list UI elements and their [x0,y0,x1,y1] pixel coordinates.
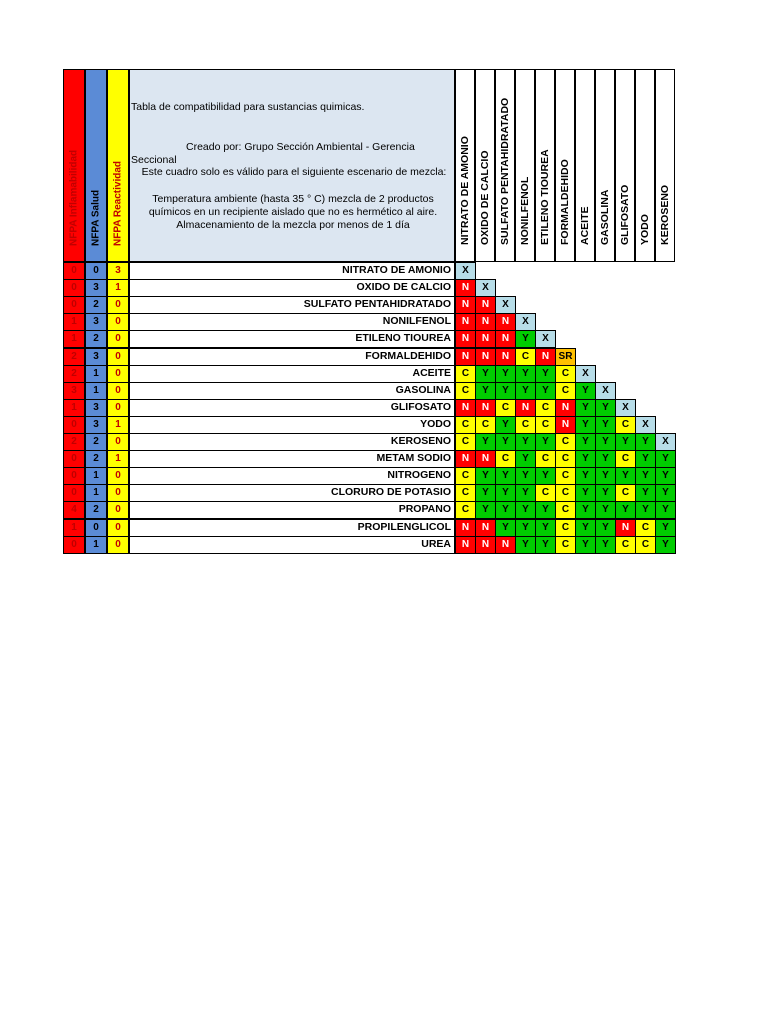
compat-cell-nonilfenol: X [515,313,536,331]
compat-cell-sulfato-pentahidratado: Y [495,365,516,383]
nfpa-value-nfpa-inflamabilidad: 0 [63,450,85,468]
nfpa-value-nfpa-salud: 1 [85,467,107,485]
compat-cell-nonilfenol: C [515,416,536,434]
row-label-propano: PROPANO [129,501,455,519]
compat-cell-oxido-de-calcio: N [475,313,496,331]
nfpa-value-nfpa-reactividad: 0 [107,433,129,451]
nfpa-value-nfpa-inflamabilidad: 2 [63,365,85,383]
nfpa-value-nfpa-reactividad: 1 [107,279,129,297]
compat-cell-nonilfenol: Y [515,484,536,502]
nfpa-header-nfpa-reactividad [107,69,129,262]
nfpa-value-nfpa-salud: 1 [85,382,107,400]
compat-cell-nitrato-de-amonio: C [455,365,476,383]
scope-line-3: Almacenamiento de la mezcla por menos de 1 día [176,219,410,231]
nfpa-value-nfpa-salud: 2 [85,433,107,451]
compat-cell-aceite: X [575,365,596,383]
compat-cell-nitrato-de-amonio: N [455,536,476,554]
compat-cell-etileno-tiourea: Y [535,382,556,400]
nfpa-value-nfpa-salud: 3 [85,348,107,366]
nfpa-value-nfpa-reactividad: 0 [107,399,129,417]
column-header-etileno-tiourea-label: ETILENO TIOUREA [539,149,551,245]
compat-cell-nonilfenol: Y [515,433,536,451]
compat-cell-oxido-de-calcio: N [475,450,496,468]
nfpa-value-nfpa-reactividad: 0 [107,519,129,537]
row-label-etileno-tiourea: ETILENO TIOUREA [129,330,455,348]
row-label-glifosato: GLIFOSATO [129,399,455,417]
nfpa-value-nfpa-reactividad: 0 [107,348,129,366]
compat-cell-oxido-de-calcio: Y [475,501,496,519]
compat-cell-formaldehido: N [555,399,576,417]
row-label-nitrato-de-amonio: NITRATO DE AMONIO [129,262,455,280]
row-label-metam-sodio: METAM SODIO [129,450,455,468]
compat-cell-oxido-de-calcio: N [475,330,496,348]
compat-cell-sulfato-pentahidratado: N [495,313,516,331]
compat-cell-formaldehido: C [555,467,576,485]
compat-cell-glifosato: Y [615,467,636,485]
column-header-gasolina [595,69,615,262]
nfpa-value-nfpa-reactividad: 3 [107,262,129,280]
compat-cell-gasolina: Y [595,536,616,554]
compat-cell-oxido-de-calcio: N [475,536,496,554]
compat-cell-sulfato-pentahidratado: N [495,536,516,554]
compat-cell-yodo: X [635,416,656,434]
compat-cell-gasolina: Y [595,519,616,537]
compat-cell-oxido-de-calcio: Y [475,365,496,383]
compat-cell-aceite: Y [575,519,596,537]
compat-cell-etileno-tiourea: Y [535,365,556,383]
compat-cell-nitrato-de-amonio: N [455,450,476,468]
column-header-nonilfenol [515,69,535,262]
compat-cell-formaldehido: SR [555,348,576,366]
nfpa-value-nfpa-inflamabilidad: 1 [63,399,85,417]
row-label-urea: UREA [129,536,455,554]
compat-cell-etileno-tiourea: N [535,348,556,366]
nfpa-header-nfpa-salud-label: NFPA Salud [90,189,102,246]
row-label-propilenglicol: PROPILENGLICOL [129,519,455,537]
nfpa-value-nfpa-inflamabilidad: 0 [63,536,85,554]
nfpa-header-nfpa-inflamabilidad [63,69,85,262]
compat-cell-gasolina: Y [595,467,616,485]
nfpa-header-nfpa-inflamabilidad-label: NFPA Inflamabilidad [68,149,80,246]
compat-cell-oxido-de-calcio: Y [475,484,496,502]
compat-cell-glifosato: C [615,450,636,468]
compat-cell-etileno-tiourea: Y [535,433,556,451]
compat-cell-oxido-de-calcio: N [475,348,496,366]
column-header-keroseno-label: KEROSENO [659,184,671,245]
compat-cell-nitrato-de-amonio: N [455,348,476,366]
compat-cell-nonilfenol: C [515,348,536,366]
row-label-oxido-de-calcio: OXIDO DE CALCIO [129,279,455,297]
nfpa-value-nfpa-reactividad: 0 [107,484,129,502]
nfpa-value-nfpa-salud: 3 [85,313,107,331]
column-header-yodo [635,69,655,262]
compat-cell-formaldehido: C [555,365,576,383]
compat-cell-formaldehido: C [555,536,576,554]
column-header-etileno-tiourea [535,69,555,262]
compat-cell-oxido-de-calcio: C [475,416,496,434]
compat-cell-sulfato-pentahidratado: Y [495,519,516,537]
nfpa-value-nfpa-inflamabilidad: 3 [63,382,85,400]
compat-cell-oxido-de-calcio: X [475,279,496,297]
compat-cell-sulfato-pentahidratado: N [495,330,516,348]
nfpa-value-nfpa-inflamabilidad: 0 [63,484,85,502]
compat-cell-keroseno: Y [655,467,676,485]
compat-cell-formaldehido: C [555,519,576,537]
compat-cell-oxido-de-calcio: Y [475,382,496,400]
compat-cell-aceite: Y [575,501,596,519]
nfpa-value-nfpa-inflamabilidad: 0 [63,416,85,434]
column-header-formaldehido-label: FORMALDEHIDO [559,159,571,245]
scope-line-2: Temperatura ambiente (hasta 35 ° C) mezcla de 2 productos químicos en un recipiente aislado que no es hermético al aire. [148,193,438,218]
compat-cell-nitrato-de-amonio: N [455,279,476,297]
compat-cell-etileno-tiourea: X [535,330,556,348]
nfpa-value-nfpa-inflamabilidad: 1 [63,519,85,537]
compat-cell-nitrato-de-amonio: N [455,399,476,417]
row-label-nonilfenol: NONILFENOL [129,313,455,331]
nfpa-header-nfpa-salud [85,69,107,262]
compat-cell-gasolina: Y [595,399,616,417]
column-header-glifosato [615,69,635,262]
column-header-glifosato-label: GLIFOSATO [619,184,631,245]
compat-cell-glifosato: C [615,536,636,554]
nfpa-value-nfpa-inflamabilidad: 1 [63,330,85,348]
compat-cell-nitrato-de-amonio: C [455,484,476,502]
table-author: Creado por: Grupo Sección Ambiental - Gerencia Seccional [131,141,415,166]
compat-cell-yodo: Y [635,501,656,519]
compat-cell-glifosato: Y [615,501,636,519]
nfpa-value-nfpa-salud: 3 [85,416,107,434]
column-header-formaldehido [555,69,575,262]
compat-cell-formaldehido: C [555,501,576,519]
nfpa-value-nfpa-reactividad: 0 [107,382,129,400]
row-label-nitrogeno: NITROGENO [129,467,455,485]
compat-cell-nonilfenol: Y [515,365,536,383]
compat-cell-yodo: Y [635,433,656,451]
column-header-oxido-de-calcio-label: OXIDO DE CALCIO [479,150,491,245]
compat-cell-aceite: Y [575,433,596,451]
compat-cell-aceite: Y [575,536,596,554]
nfpa-value-nfpa-reactividad: 0 [107,365,129,383]
compat-cell-sulfato-pentahidratado: Y [495,382,516,400]
nfpa-value-nfpa-reactividad: 0 [107,536,129,554]
compat-cell-nitrato-de-amonio: X [455,262,476,280]
row-label-gasolina: GASOLINA [129,382,455,400]
compat-cell-aceite: Y [575,484,596,502]
compat-cell-gasolina: Y [595,501,616,519]
compat-cell-yodo: Y [635,467,656,485]
nfpa-value-nfpa-inflamabilidad: 0 [63,467,85,485]
compat-cell-nitrato-de-amonio: N [455,313,476,331]
compat-cell-nitrato-de-amonio: C [455,382,476,400]
nfpa-value-nfpa-reactividad: 0 [107,330,129,348]
compat-cell-nonilfenol: Y [515,501,536,519]
compat-cell-sulfato-pentahidratado: C [495,450,516,468]
column-header-oxido-de-calcio [475,69,495,262]
compat-cell-nonilfenol: Y [515,382,536,400]
compat-cell-nitrato-de-amonio: N [455,330,476,348]
nfpa-header-nfpa-reactividad-label: NFPA Reactividad [112,160,124,246]
nfpa-value-nfpa-reactividad: 0 [107,313,129,331]
row-label-cloruro-de-potasio: CLORURO DE POTASIO [129,484,455,502]
compat-cell-nitrato-de-amonio: C [455,501,476,519]
compat-cell-gasolina: Y [595,433,616,451]
compat-cell-gasolina: X [595,382,616,400]
nfpa-value-nfpa-salud: 0 [85,519,107,537]
compat-cell-glifosato: X [615,399,636,417]
compat-cell-gasolina: Y [595,484,616,502]
compat-cell-yodo: C [635,536,656,554]
compat-cell-keroseno: Y [655,484,676,502]
compat-cell-oxido-de-calcio: Y [475,433,496,451]
nfpa-value-nfpa-salud: 3 [85,279,107,297]
compat-cell-etileno-tiourea: C [535,484,556,502]
compat-cell-keroseno: Y [655,450,676,468]
compat-cell-sulfato-pentahidratado: Y [495,416,516,434]
nfpa-value-nfpa-reactividad: 1 [107,450,129,468]
compat-cell-yodo: Y [635,484,656,502]
compat-cell-aceite: Y [575,467,596,485]
compat-cell-nonilfenol: Y [515,467,536,485]
compat-cell-yodo: C [635,519,656,537]
column-header-keroseno [655,69,675,262]
compat-cell-sulfato-pentahidratado: Y [495,484,516,502]
column-header-gasolina-label: GASOLINA [599,189,611,245]
compat-cell-nonilfenol: Y [515,330,536,348]
compat-cell-formaldehido: C [555,450,576,468]
column-header-nonilfenol-label: NONILFENOL [519,176,531,245]
compat-cell-oxido-de-calcio: Y [475,467,496,485]
column-header-yodo-label: YODO [639,214,651,245]
column-header-nitrato-de-amonio [455,69,475,262]
compat-cell-etileno-tiourea: C [535,416,556,434]
compat-cell-sulfato-pentahidratado: Y [495,467,516,485]
nfpa-value-nfpa-inflamabilidad: 0 [63,279,85,297]
column-header-nitrato-de-amonio-label: NITRATO DE AMONIO [459,136,471,245]
compat-cell-glifosato: C [615,484,636,502]
compat-cell-etileno-tiourea: Y [535,467,556,485]
nfpa-value-nfpa-salud: 2 [85,330,107,348]
compat-cell-glifosato: N [615,519,636,537]
compat-cell-formaldehido: N [555,416,576,434]
row-label-formaldehido: FORMALDEHIDO [129,348,455,366]
nfpa-value-nfpa-inflamabilidad: 0 [63,262,85,280]
compat-cell-nitrato-de-amonio: N [455,296,476,314]
compat-cell-etileno-tiourea: C [535,399,556,417]
compat-cell-oxido-de-calcio: N [475,399,496,417]
compat-cell-keroseno: Y [655,536,676,554]
column-header-aceite-label: ACEITE [579,206,591,245]
compat-cell-sulfato-pentahidratado: C [495,399,516,417]
compat-cell-gasolina: Y [595,450,616,468]
nfpa-value-nfpa-salud: 0 [85,262,107,280]
compat-cell-aceite: Y [575,416,596,434]
compat-cell-nitrato-de-amonio: C [455,433,476,451]
compat-cell-sulfato-pentahidratado: N [495,348,516,366]
nfpa-value-nfpa-salud: 2 [85,501,107,519]
compat-cell-sulfato-pentahidratado: Y [495,501,516,519]
compat-cell-nitrato-de-amonio: N [455,519,476,537]
compat-cell-etileno-tiourea: Y [535,501,556,519]
compat-cell-oxido-de-calcio: N [475,296,496,314]
nfpa-value-nfpa-inflamabilidad: 1 [63,313,85,331]
nfpa-value-nfpa-salud: 2 [85,450,107,468]
column-header-sulfato-pentahidratado [495,69,515,262]
nfpa-value-nfpa-reactividad: 0 [107,501,129,519]
compat-cell-etileno-tiourea: C [535,450,556,468]
compat-cell-nonilfenol: Y [515,536,536,554]
nfpa-value-nfpa-reactividad: 0 [107,467,129,485]
row-label-aceite: ACEITE [129,365,455,383]
scope-line-1: Este cuadro solo es válido para el siguiente escenario de mezcla: [141,166,447,178]
compat-cell-nitrato-de-amonio: C [455,467,476,485]
column-header-aceite [575,69,595,262]
compat-cell-etileno-tiourea: Y [535,519,556,537]
nfpa-value-nfpa-reactividad: 0 [107,296,129,314]
compat-cell-glifosato: Y [615,433,636,451]
compat-cell-nonilfenol: Y [515,519,536,537]
nfpa-value-nfpa-inflamabilidad: 0 [63,296,85,314]
compat-cell-nitrato-de-amonio: C [455,416,476,434]
row-label-yodo: YODO [129,416,455,434]
compat-cell-yodo: Y [635,450,656,468]
table-title: Tabla de compatibilidad para sustancias quimicas. [131,101,365,113]
table-info-box [129,69,455,262]
nfpa-value-nfpa-salud: 1 [85,484,107,502]
row-label-sulfato-pentahidratado: SULFATO PENTAHIDRATADO [129,296,455,314]
nfpa-value-nfpa-inflamabilidad: 2 [63,433,85,451]
compat-cell-nonilfenol: N [515,399,536,417]
column-header-sulfato-pentahidratado-label: SULFATO PENTAHIDRATADO [499,97,511,245]
nfpa-value-nfpa-reactividad: 1 [107,416,129,434]
row-label-keroseno: KEROSENO [129,433,455,451]
compat-cell-oxido-de-calcio: N [475,519,496,537]
compat-cell-formaldehido: C [555,382,576,400]
nfpa-value-nfpa-salud: 3 [85,399,107,417]
compat-cell-gasolina: Y [595,416,616,434]
compat-cell-sulfato-pentahidratado: X [495,296,516,314]
nfpa-value-nfpa-salud: 1 [85,536,107,554]
compat-cell-aceite: Y [575,399,596,417]
compat-cell-keroseno: Y [655,501,676,519]
compat-cell-nonilfenol: Y [515,450,536,468]
nfpa-value-nfpa-salud: 1 [85,365,107,383]
compat-cell-aceite: Y [575,450,596,468]
compat-cell-sulfato-pentahidratado: Y [495,433,516,451]
compat-cell-glifosato: C [615,416,636,434]
compat-cell-formaldehido: C [555,433,576,451]
compat-cell-aceite: Y [575,382,596,400]
compat-cell-formaldehido: C [555,484,576,502]
compat-cell-keroseno: Y [655,519,676,537]
nfpa-value-nfpa-inflamabilidad: 4 [63,501,85,519]
compat-cell-etileno-tiourea: Y [535,536,556,554]
compat-cell-keroseno: X [655,433,676,451]
nfpa-value-nfpa-inflamabilidad: 2 [63,348,85,366]
nfpa-value-nfpa-salud: 2 [85,296,107,314]
